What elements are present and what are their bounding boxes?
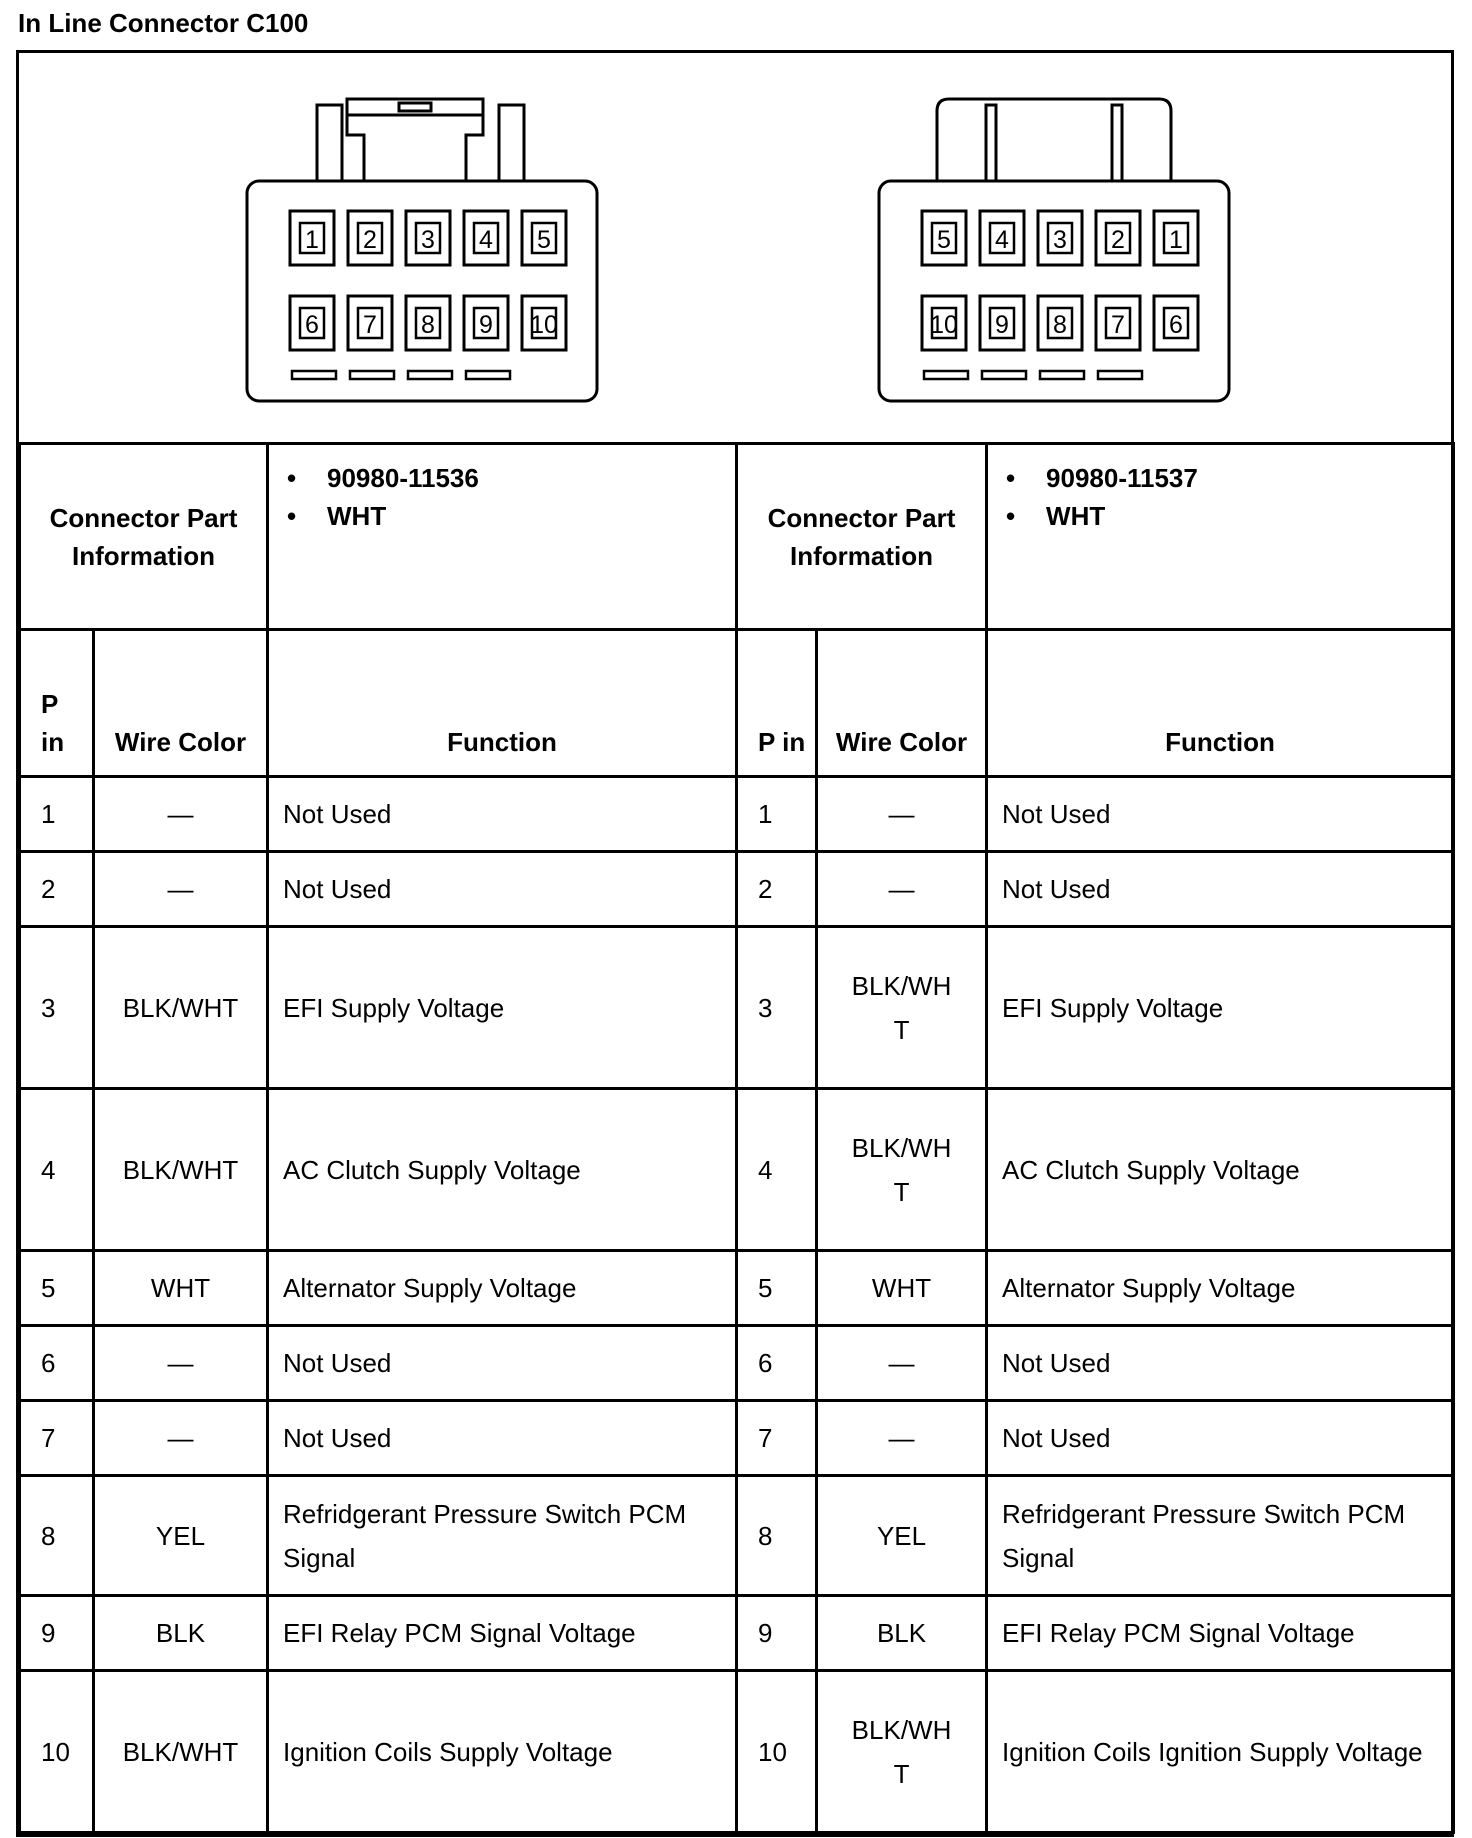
table-row (20, 927, 1454, 1089)
wire-color-left: WHT (94, 1251, 268, 1326)
pin-number-label: 5 (937, 226, 951, 254)
pin-number-label: 9 (479, 311, 493, 339)
part-number-right: • 90980-11537 (1000, 459, 1440, 497)
bottom-slot (1098, 371, 1142, 379)
wire-color-header-right: Wire Color (817, 630, 987, 777)
pin-number-label: 3 (1053, 226, 1067, 254)
pin-number-label: 8 (1053, 311, 1067, 339)
pin-cavity (980, 296, 1024, 350)
left-connector-face (247, 99, 597, 401)
pin-left: 1 (20, 777, 94, 852)
connector-rib (1112, 105, 1122, 181)
wire-color-left: — (94, 852, 268, 927)
bottom-slot (350, 371, 394, 379)
table-row (20, 1476, 1454, 1596)
pin-header-right: P in (737, 630, 817, 777)
pin-cavity (290, 296, 334, 350)
bottom-slot (466, 371, 510, 379)
pin-number-label: 10 (530, 311, 558, 339)
pin-cavity (348, 296, 392, 350)
table-row (20, 1326, 1454, 1401)
pin-cavity (1096, 296, 1140, 350)
part-info-right (987, 444, 1454, 630)
connector-table-frame (16, 50, 1454, 1837)
bottom-slot (924, 371, 968, 379)
function-right: AC Clutch Supply Voltage (987, 1089, 1454, 1251)
wire-color-right: BLK/WHT (817, 1671, 987, 1833)
pin-right: 8 (737, 1476, 817, 1596)
pin-number-label: 5 (537, 226, 551, 254)
pin-number-label: 4 (479, 226, 493, 254)
table-row (20, 1089, 1454, 1251)
connector-post (499, 105, 524, 181)
pin-left: 3 (20, 927, 94, 1089)
pin-cavity (1038, 211, 1082, 265)
pin-cavity (922, 211, 966, 265)
table-row (20, 1596, 1454, 1671)
pin-left: 7 (20, 1401, 94, 1476)
part-color-left: • WHT (281, 497, 723, 535)
pin-right: 10 (737, 1671, 817, 1833)
function-left: Alternator Supply Voltage (268, 1251, 737, 1326)
pin-right: 6 (737, 1326, 817, 1401)
function-left: AC Clutch Supply Voltage (268, 1089, 737, 1251)
function-right: Not Used (987, 1326, 1454, 1401)
pin-left: 10 (20, 1671, 94, 1833)
wire-color-left: — (94, 1401, 268, 1476)
wire-color-right: YEL (817, 1476, 987, 1596)
table-row (20, 1401, 1454, 1476)
connector-rib (986, 105, 996, 181)
wire-color-left: BLK/WHT (94, 927, 268, 1089)
function-header-right: Function (987, 630, 1454, 777)
wire-color-right: — (817, 852, 987, 927)
table-row (20, 777, 1454, 852)
wire-color-left: BLK (94, 1596, 268, 1671)
function-right: Not Used (987, 1401, 1454, 1476)
pin-number-label: 2 (1111, 226, 1125, 254)
function-right: EFI Supply Voltage (987, 927, 1454, 1089)
wire-color-right: WHT (817, 1251, 987, 1326)
function-header-left: Function (268, 630, 737, 777)
pin-cavity (406, 211, 450, 265)
pin-left: 4 (20, 1089, 94, 1251)
connector-body (879, 181, 1229, 401)
table-row (20, 1251, 1454, 1326)
pin-cavity (1038, 296, 1082, 350)
pin-table (18, 442, 1455, 1834)
part-info-left (268, 444, 737, 630)
pin-right: 5 (737, 1251, 817, 1326)
wire-color-left: BLK/WHT (94, 1671, 268, 1833)
page-title: In Line Connector C100 (18, 8, 309, 38)
part-color-right: • WHT (1000, 497, 1440, 535)
function-right: EFI Relay PCM Signal Voltage (987, 1596, 1454, 1671)
pin-right: 9 (737, 1596, 817, 1671)
pin-cavity (1096, 211, 1140, 265)
pin-number-label: 2 (363, 226, 377, 254)
pin-cavity (922, 296, 966, 350)
pin-right: 3 (737, 927, 817, 1089)
function-right: Ignition Coils Ignition Supply Voltage (987, 1671, 1454, 1833)
part-info-label-right: Connector Part Information (737, 444, 987, 630)
pin-number-label: 1 (305, 226, 319, 254)
pin-left: 6 (20, 1326, 94, 1401)
function-left: Not Used (268, 1326, 737, 1401)
pin-cavity (464, 296, 508, 350)
pin-left: 5 (20, 1251, 94, 1326)
pin-number-label: 4 (995, 226, 1009, 254)
pin-right: 1 (737, 777, 817, 852)
wire-color-header-left: Wire Color (94, 630, 268, 777)
pin-cavity (522, 211, 566, 265)
pin-number-label: 1 (1169, 226, 1183, 254)
function-right: Not Used (987, 777, 1454, 852)
wire-color-right: BLK (817, 1596, 987, 1671)
table-row (20, 1671, 1454, 1833)
wire-color-right: — (817, 777, 987, 852)
pin-header-left: P in (20, 630, 94, 777)
pin-right: 7 (737, 1401, 817, 1476)
pin-right: 2 (737, 852, 817, 927)
wire-color-right: BLK/WHT (817, 927, 987, 1089)
bottom-slot (982, 371, 1026, 379)
pin-number-label: 6 (1169, 311, 1183, 339)
pin-cavity (1154, 211, 1198, 265)
pin-cavity (348, 211, 392, 265)
pin-left: 9 (20, 1596, 94, 1671)
table-row (20, 852, 1454, 927)
bottom-slot (292, 371, 336, 379)
bottom-slot (1040, 371, 1084, 379)
part-number-left: • 90980-11536 (281, 459, 723, 497)
connector-hood (937, 99, 1171, 181)
pin-number-label: 10 (930, 311, 958, 339)
pin-left: 8 (20, 1476, 94, 1596)
connector-diagram (19, 53, 1451, 443)
pin-number-label: 7 (1111, 311, 1125, 339)
function-left: Refridgerant Pressure Switch PCM Signal (268, 1476, 737, 1596)
pin-number-label: 8 (421, 311, 435, 339)
wire-color-left: — (94, 777, 268, 852)
wire-color-left: BLK/WHT (94, 1089, 268, 1251)
connector-post (317, 105, 342, 181)
pin-cavity (980, 211, 1024, 265)
function-left: Not Used (268, 777, 737, 852)
function-right: Alternator Supply Voltage (987, 1251, 1454, 1326)
pin-number-label: 9 (995, 311, 1009, 339)
bottom-slot (408, 371, 452, 379)
pin-cavity (1154, 296, 1198, 350)
function-left: Ignition Coils Supply Voltage (268, 1671, 737, 1833)
wire-color-left: — (94, 1326, 268, 1401)
wire-color-right: BLK/WHT (817, 1089, 987, 1251)
function-right: Not Used (987, 852, 1454, 927)
pin-cavity (406, 296, 450, 350)
wire-color-right: — (817, 1401, 987, 1476)
pin-number-label: 6 (305, 311, 319, 339)
function-left: Not Used (268, 1401, 737, 1476)
pin-right: 4 (737, 1089, 817, 1251)
pin-number-label: 3 (421, 226, 435, 254)
wire-color-right: — (817, 1326, 987, 1401)
wire-color-left: YEL (94, 1476, 268, 1596)
function-left: EFI Supply Voltage (268, 927, 737, 1089)
pin-cavity (290, 211, 334, 265)
pin-cavity (464, 211, 508, 265)
function-left: Not Used (268, 852, 737, 927)
function-left: EFI Relay PCM Signal Voltage (268, 1596, 737, 1671)
part-info-label-left: Connector Part Information (20, 444, 268, 630)
pin-cavity (522, 296, 566, 350)
connector-body (247, 181, 597, 401)
function-right: Refridgerant Pressure Switch PCM Signal (987, 1476, 1454, 1596)
right-connector-face (879, 99, 1229, 401)
pin-left: 2 (20, 852, 94, 927)
pin-number-label: 7 (363, 311, 377, 339)
